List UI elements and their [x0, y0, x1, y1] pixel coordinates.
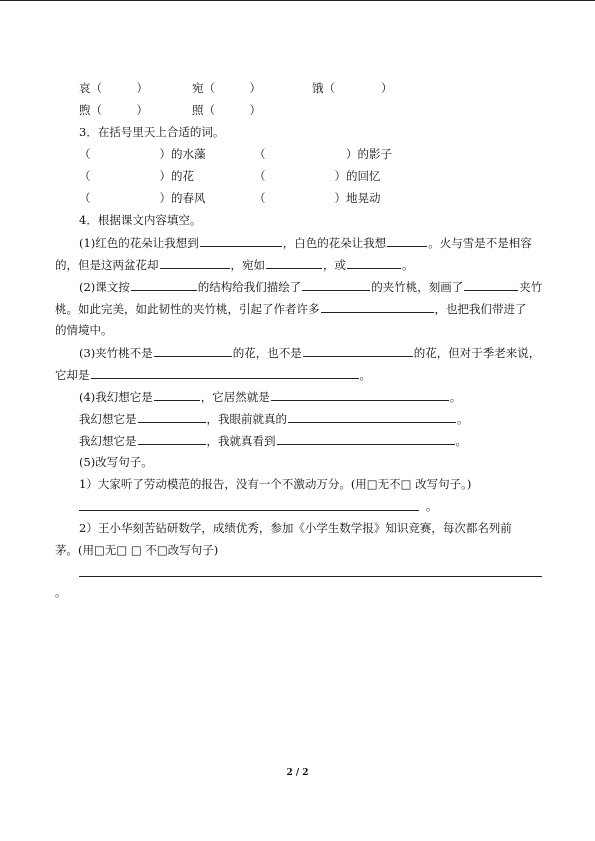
char-item: 照（ ） — [192, 103, 261, 117]
fill-item: （ ）的春风 — [79, 191, 206, 205]
char-item: 煦（ ） — [79, 103, 148, 117]
question-3-title: 3．在括号里天上合适的词。 — [79, 125, 225, 139]
rewrite-sentence-2-line2: 茅。(用□无□ □ 不□改写句子) — [55, 543, 219, 557]
answer-line-1-end: 。 — [426, 499, 438, 513]
char-item: 饿（ ） — [312, 81, 393, 95]
q4-p1-line1: (1)红色的花朵让我想到 ，白色的花朵让我想 。火与雪是不是相容 — [79, 236, 532, 250]
q4-p2-line3: 的情境中。 — [55, 323, 113, 337]
q4-p4-line3: 我幻想它是 ，我就真看到 。 — [79, 434, 467, 448]
answer-line-2 — [79, 576, 542, 577]
q4-p5-title: (5)改写句子。 — [79, 455, 153, 469]
fill-item: （ ）地晃动 — [254, 191, 381, 205]
answer-line-2-end: 。 — [55, 585, 67, 599]
answer-line-1 — [79, 510, 419, 511]
char-item: 宛（ ） — [192, 81, 261, 95]
q4-p1-line2: 的，但是这两盆花却 ，宛如 ，或 。 — [55, 258, 414, 272]
q4-p4-line1: (4)我幻想它是 ，它居然就是 。 — [79, 390, 462, 404]
q4-p4-line2: 我幻想它是 ，我眼前就真的 。 — [79, 412, 469, 426]
page-number: 2 / 2 — [286, 768, 309, 778]
q4-p3-line2: 它却是 。 — [55, 368, 371, 382]
header-rule — [0, 0, 595, 1]
q4-p2-line1: (2)课文按 的结构给我们描绘了 的夹竹桃，刻画了 夹竹 — [79, 280, 543, 294]
fill-item: （ ）的花 — [79, 169, 194, 183]
fill-item: （ ）的影子 — [254, 147, 392, 161]
rewrite-sentence-1: 1）大家听了劳动模范的报告，没有一个不激动万分。(用□无不□ 改写句子。) — [79, 477, 472, 491]
q4-p2-line2: 桃。如此完美，如此韧性的夹竹桃，引起了作者许多 ，也把我们带进了 — [55, 302, 527, 316]
question-4-title: 4．根据课文内容填空。 — [79, 213, 202, 227]
rewrite-sentence-2-line1: 2）王小华刻苦钻研数学，成绩优秀，参加《小学生数学报》知识竞赛，每次都名列前 — [79, 521, 512, 535]
char-item: 哀（ ） — [79, 81, 148, 95]
fill-item: （ ）的回忆 — [254, 169, 381, 183]
q4-p3-line1: (3)夹竹桃不是 的花，也不是 的花，但对于季老来说， — [79, 346, 541, 360]
fill-item: （ ）的水藻 — [79, 147, 206, 161]
